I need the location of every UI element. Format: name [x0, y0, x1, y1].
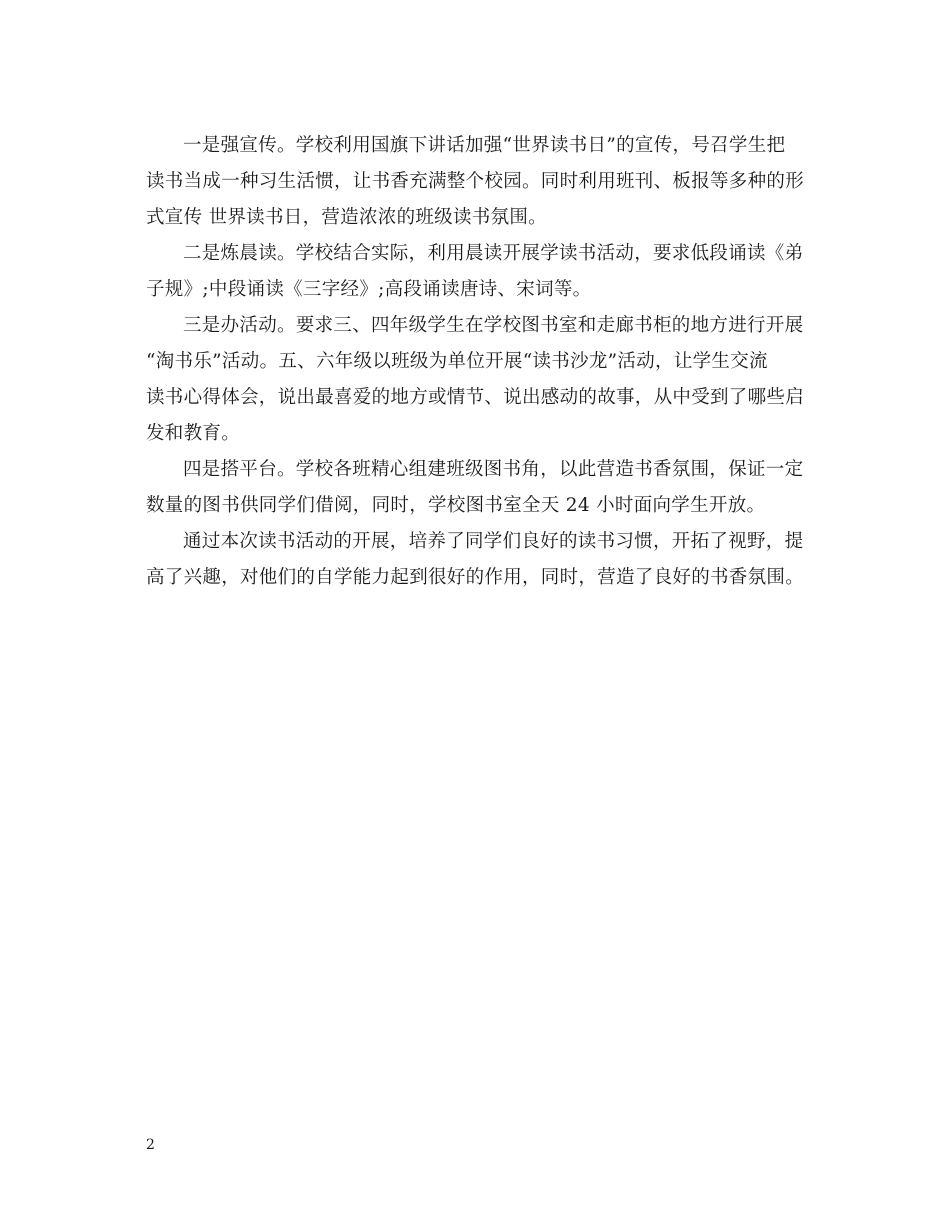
text-line: 一是强宣传。学校利用国旗下讲话加强“世界读书日”的宣传，号召学生把 [183, 135, 786, 156]
text-line: 数量的图书供同学们借阅，同时，学校图书室全天 24 小时面向学生开放。 [146, 495, 766, 516]
paragraph-morning-reading [146, 236, 806, 308]
paragraph-conclusion [146, 524, 806, 596]
text-line: 读书心得体会，说出最喜爱的地方或情节、说出感动的故事，从中受到了哪些启 [146, 387, 805, 408]
text-line: “淘书乐”活动。五、六年级以班级为单位开展“读书沙龙”活动，让学生交流 [146, 351, 768, 372]
page-number: 2 [146, 1137, 155, 1153]
text-line: 二是炼晨读。学校结合实际，利用晨读开展学读书活动，要求低段诵读《弟 [183, 243, 804, 264]
text-line: 发和教育。 [146, 423, 241, 444]
text-line: 通过本次读书活动的开展，培养了同学们良好的读书习惯，开拓了视野，提 [183, 531, 804, 552]
text-line: 读书当成一种习生活惯，让书香充满整个校园。同时利用班刊、板报等多种的形 [146, 171, 805, 192]
paragraph-platform [146, 452, 806, 524]
document-body [146, 128, 806, 596]
paragraph-activities [146, 308, 806, 452]
text-line: 式宣传 世界读书日，营造浓浓的班级读书氛围。 [146, 207, 547, 228]
text-line: 子规》;中段诵读《三字经》;高段诵读唐诗、宋词等。 [146, 279, 592, 300]
text-line: 四是搭平台。学校各班精心组建班级图书角，以此营造书香氛围，保证一定 [183, 459, 804, 480]
text-line: 高了兴趣，对他们的自学能力起到很好的作用，同时，营造了良好的书香氛围。 [146, 567, 805, 588]
text-line: 三是办活动。要求三、四年级学生在学校图书室和走廊书柜的地方进行开展 [183, 315, 804, 336]
paragraph-publicity [146, 128, 806, 236]
